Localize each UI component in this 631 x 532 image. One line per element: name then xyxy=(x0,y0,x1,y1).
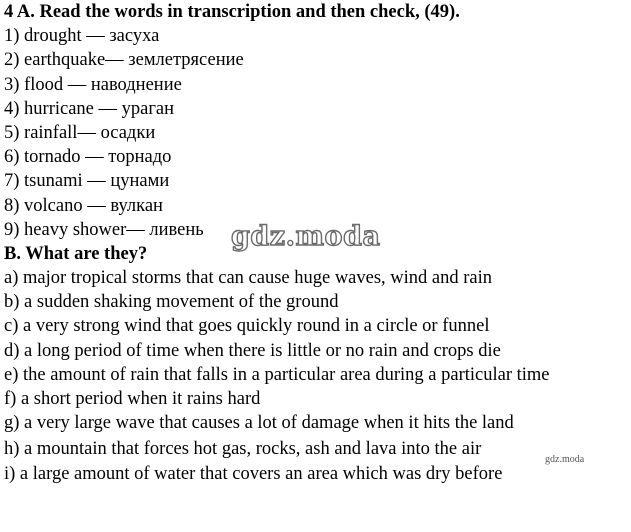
watermark-logo-large: gdz.moda xyxy=(231,221,381,252)
definition-item-f: f) a short period when it rains hard xyxy=(4,389,261,409)
definition-item-a: a) major tropical storms that can cause huge waves, wind and rain xyxy=(4,268,493,289)
word-item-tsunami: 7) tsunami — цунами xyxy=(4,171,170,192)
word-item-heavy-shower: 9) heavy shower— ливень xyxy=(4,219,204,240)
word-item-drought: 1) drought — засуха xyxy=(4,26,160,47)
task-b-heading: B. What are they? xyxy=(4,243,148,264)
word-item-rainfall: 5) rainfall— осадки xyxy=(4,122,156,143)
definition-item-i: i) a large amount of water that covers an area which was dry before xyxy=(4,463,503,484)
definition-item-e: e) the amount of rain that falls in a particular area during a particular time xyxy=(4,364,550,385)
watermark-logo-small: gdz.moda xyxy=(545,454,585,465)
definition-item-h: h) a mountain that forces hot gas, rocks, ash and lava into the air xyxy=(4,439,482,460)
definition-item-d: d) a long period of time when there is little or no rain and crops die xyxy=(4,340,501,361)
definition-item-g: g) a very large wave that causes a lot of damage when it hits the land xyxy=(4,413,514,434)
word-item-flood: 3) flood — наводнение xyxy=(4,74,182,95)
word-item-volcano: 8) volcano — вулкан xyxy=(4,195,163,216)
word-item-tornado: 6) tornado — торнадо xyxy=(4,147,172,168)
task-a-heading: 4 A. Read the words in transcription and then check, (49). xyxy=(4,2,460,22)
definition-item-b: b) a sudden shaking movement of the ground xyxy=(4,292,339,313)
word-item-earthquake: 2) earthquake— землетрясение xyxy=(4,50,244,71)
definition-item-c: c) a very strong wind that goes quickly round in a circle or funnel xyxy=(4,316,490,337)
word-item-hurricane: 4) hurricane — ураган xyxy=(4,98,175,119)
